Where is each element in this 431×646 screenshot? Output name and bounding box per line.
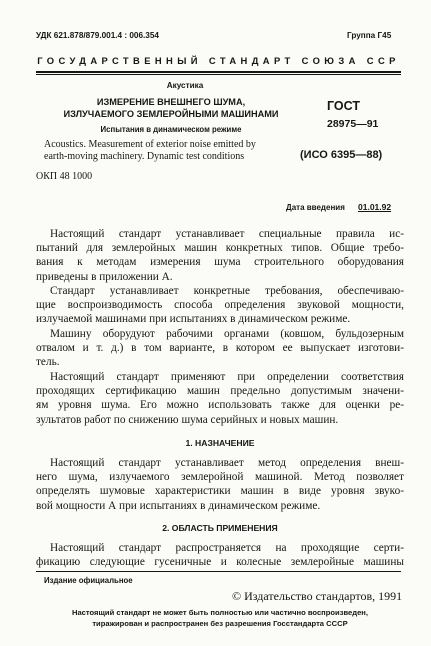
gost-number: 28975—91 <box>327 118 379 130</box>
section-1-title: 1. НАЗНАЧЕНИЕ <box>185 438 255 448</box>
section-1-text <box>36 456 404 513</box>
text-line: Стандарт устанавливает конкретные требования, обеспечиваю- <box>50 285 404 297</box>
reproduction-notice-line2: тиражирован и распространен без разрешения Госстандарта СССР <box>92 619 348 628</box>
doc-title-line1: ИЗМЕРЕНИЕ ВНЕШНЕГО ШУМА, <box>96 97 246 107</box>
text-line: проходящих сертификацию машин предельно допустимым значени- <box>36 385 404 398</box>
text-line: Настоящий стандарт устанавливает метод определения внеш- <box>50 457 404 469</box>
english-title-line1: Acoustics. Measurement of exterior noise emitted by <box>44 139 256 150</box>
intro-date-label: Дата введения <box>286 203 345 212</box>
iso-reference: (ИСО 6395—88) <box>300 149 383 161</box>
reproduction-notice-line1: Настоящий стандарт не может быть полностью или частично воспроизведен, <box>71 608 369 617</box>
footer-rule <box>36 571 401 572</box>
text-line: вания к методам измерения шума строительного оборудования <box>36 256 404 269</box>
header-rule-top <box>36 71 401 73</box>
standard-title: ГОСУДАРСТВЕННЫЙ СТАНДАРТ СОЮЗА ССР <box>37 55 400 66</box>
text-line: фикацию следующие гусеничные и колесные землеройные машины <box>36 556 404 569</box>
text-line: Настоящий стандарт применяют при определении соответствия <box>50 371 404 383</box>
udc-code: УДК 621.878/879.001.4 : 006.354 <box>36 31 159 40</box>
text-line: зультатов работ по снижению шума серийных и новых машин. <box>36 413 339 426</box>
text-line: Настоящий стандарт устанавливает специальные правила ис- <box>50 228 404 240</box>
text-line: определять шумовые характеристики машин в виде уровня звуко- <box>36 485 404 498</box>
gost-label: ГОСТ <box>327 99 360 113</box>
doc-title-line2: ИЗЛУЧАЕМОГО ЗЕМЛЕРОЙНЫМИ МАШИНАМИ <box>63 109 279 119</box>
header-rule-bottom <box>36 74 401 75</box>
paragraph-intro-2 <box>36 284 404 327</box>
text-line: пытаний для землеройных машин конкретных типов. Общие требо- <box>36 242 404 255</box>
paragraph-intro-4 <box>36 370 404 427</box>
text-line: ям уровня шума. Его можно использовать также для оценки ре- <box>36 399 404 412</box>
copyright-notice: © Издательство стандартов, 1991 <box>232 589 403 603</box>
paragraph-intro-1 <box>36 227 404 284</box>
text-line: тель. <box>36 356 60 369</box>
doc-subtitle: Испытания в динамическом режиме <box>100 125 242 134</box>
text-line: Машину оборудуют рабочими органами (ковшом, бульдозерным <box>50 328 404 340</box>
text-line: отвалом и т. д.) в том варианте, в котором ее выпускает изготови- <box>36 342 404 355</box>
english-title-line2: earth-moving machinery. Dynamic test conditions <box>44 151 245 162</box>
text-line: него шума, излучаемого землеройной машиной. Метод позволяет <box>36 471 404 484</box>
text-line: излучаемой машинами при испытаниях в динамическом режиме. <box>36 313 351 326</box>
text-line: вой мощности А при испытаниях в динамическом режиме. <box>36 499 321 512</box>
text-line: щие воспроизводимость способа определения звуковой мощности, <box>36 299 404 312</box>
text-line: Настоящий стандарт распространяется на проходящие серти- <box>50 542 404 554</box>
intro-date-value: 01.01.92 <box>358 202 392 212</box>
text-line: приведены в приложении А. <box>36 270 173 283</box>
edition-label: Издание официальное <box>44 576 133 585</box>
group-code: Группа Г45 <box>347 31 392 40</box>
section-2-text <box>36 541 404 569</box>
section-2-title: 2. ОБЛАСТЬ ПРИМЕНЕНИЯ <box>162 523 278 533</box>
category-label: Акустика <box>166 81 204 90</box>
paragraph-intro-3 <box>36 327 404 370</box>
okp-code: ОКП 48 1000 <box>36 171 93 182</box>
